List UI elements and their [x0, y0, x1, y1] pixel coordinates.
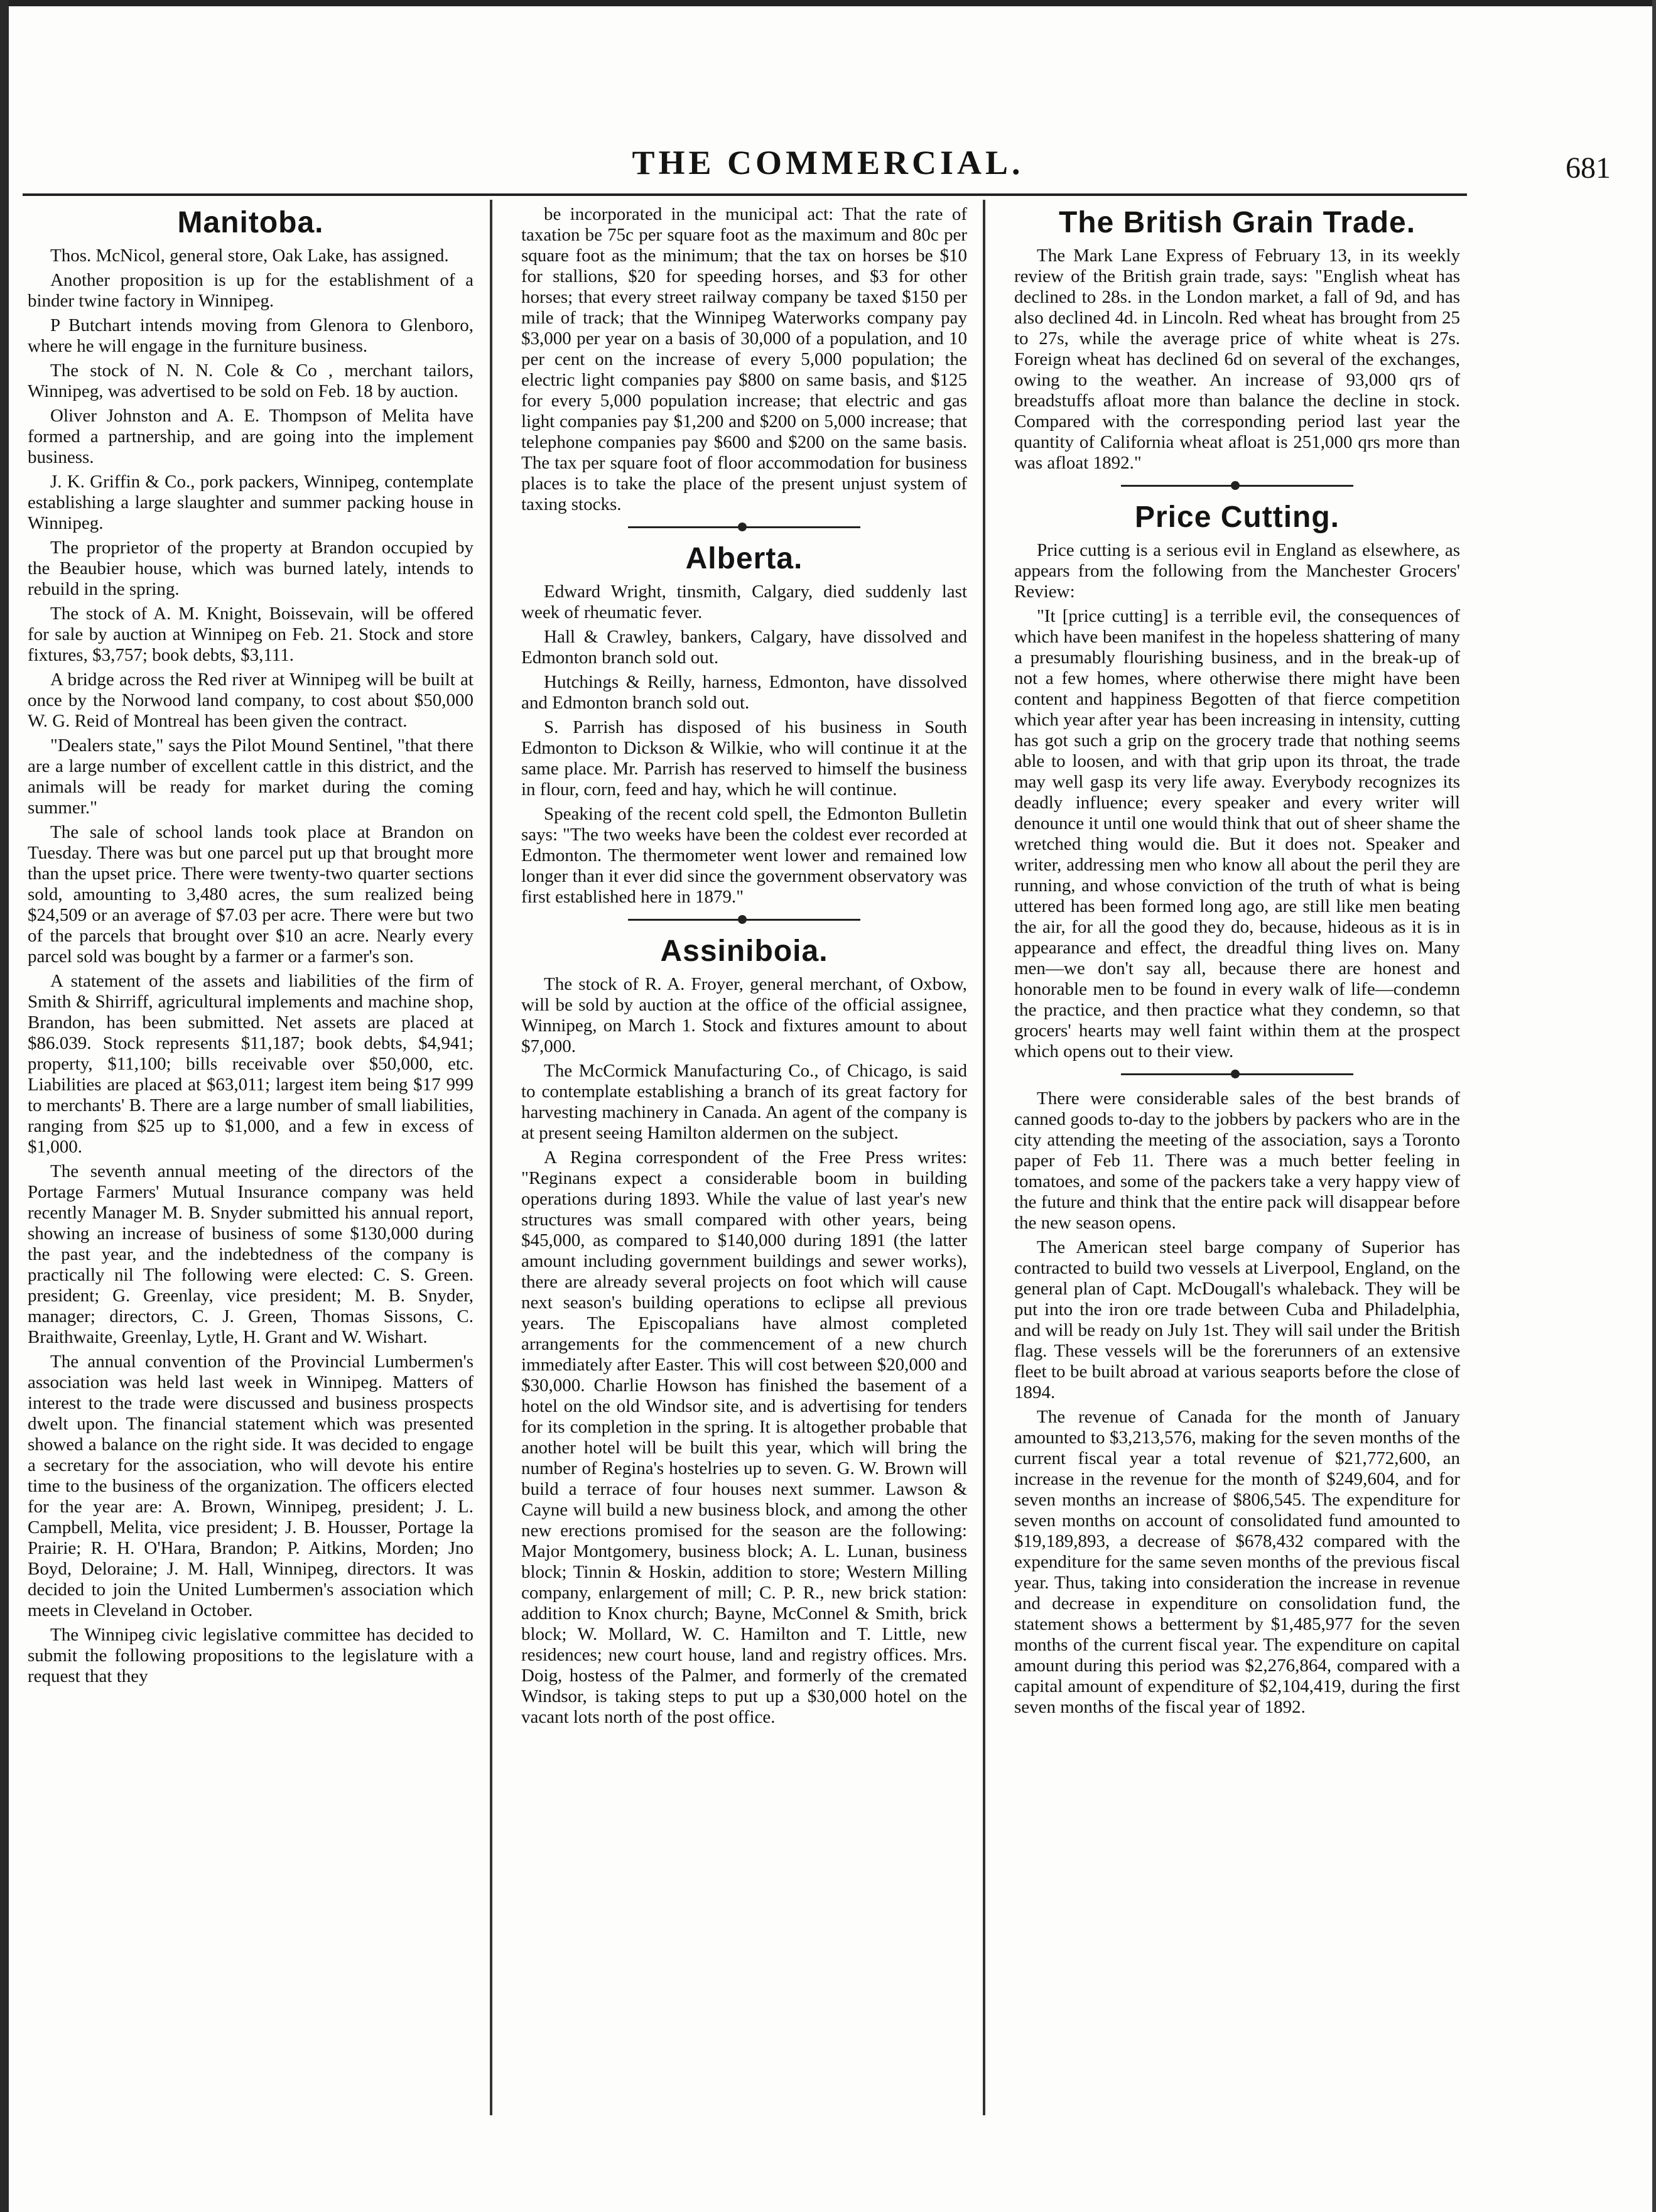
- article-paragraph: Hutchings & Reilly, harness, Edmonton, have dissolved and Edmonton branch sold out.: [521, 672, 967, 713]
- page-number: 681: [1566, 151, 1611, 185]
- section-heading: Assiniboia.: [660, 935, 828, 968]
- column-divider: [490, 200, 492, 2115]
- article-paragraph: Oliver Johnston and A. E. Thompson of Melita have formed a partnership, and are going into the implement business.: [28, 406, 474, 467]
- section-heading: Price Cutting.: [1134, 501, 1340, 534]
- article-paragraph: Price cutting is a serious evil in England as elsewhere, as appears from the following from the Manchester Grocers' Review:: [1014, 540, 1460, 602]
- ornamental-divider: [521, 916, 967, 923]
- masthead-title: THE COMMERCIAL.: [632, 144, 1024, 182]
- article-paragraph: The stock of R. A. Froyer, general merchant, of Oxbow, will be sold by auction at the office of the official assignee, Winnipeg, on March 1. Stock and fixtures amount to about $7,000.: [521, 974, 967, 1056]
- section-heading: Alberta.: [685, 542, 803, 575]
- article-paragraph: Speaking of the recent cold spell, the Edmonton Bulletin says: "The two weeks have been the coldest ever recorded at Edmonton. The thermometer went lower and remained low longer than it ever did since the government observatory was first established here in 1879.": [521, 804, 967, 907]
- article-paragraph: S. Parrish has disposed of his business in South Edmonton to Dickson & Wilkie, who will continue it at the same place. Mr. Parrish has reserved to himself the business in flour, corn, feed and hay, which he will continue.: [521, 717, 967, 800]
- article-paragraph: Hall & Crawley, bankers, Calgary, have dissolved and Edmonton branch sold out.: [521, 627, 967, 668]
- article-paragraph: The seventh annual meeting of the directors of the Portage Farmers' Mutual Insurance company was held recently Manager M. B. Snyder submitted his annual report, showing an increase of business of some $130,000 during the past year, and the indebtedness of the company is practically nil The following were elected: C. S. Green. president; G. Greenlay, vice president; M. B. Snyder, manager; directors, C. J. Green, Thomas Sissons, C. Braithwaite, Greenlay, Lytle, H. Grant and W. Wishart.: [28, 1161, 474, 1347]
- column-2: [521, 204, 967, 1732]
- article-paragraph: The McCormick Manufacturing Co., of Chicago, is said to contemplate establishing a branch of its great factory for harvesting machinery in Canada. An agent of the company is at present seeing Hamilton aldermen on the subject.: [521, 1061, 967, 1143]
- article-paragraph: "Dealers state," says the Pilot Mound Sentinel, "that there are a large number of excellent cattle in this district, and the animals will be ready for market during the coming summer.": [28, 735, 474, 818]
- article-paragraph: The stock of A. M. Knight, Boissevain, will be offered for sale by auction at Winnipeg on Feb. 21. Stock and store fixtures, $3,757; book debts, $3,111.: [28, 604, 474, 665]
- column-divider: [983, 200, 985, 2115]
- right-scan-edge: [1652, 0, 1656, 2212]
- article-paragraph: P Butchart intends moving from Glenora to Glenboro, where he will engage in the furniture business.: [28, 315, 474, 356]
- article-paragraph: The proprietor of the property at Brandon occupied by the Beaubier house, which was burned lately, intends to rebuild in the spring.: [28, 538, 474, 599]
- top-border: [0, 0, 1656, 6]
- article-paragraph: The revenue of Canada for the month of January amounted to $3,213,576, making for the seven months of the current fiscal year a total revenue of $21,772,600, an increase in the revenue for the month of $249,604, and for seven months an increase of $806,545. The expenditure for seven months on account of consolidated fund amounted to $19,189,893, a decrease of $678,432 compared with the expenditure for the same seven months of the previous fiscal year. Thus, taking into consideration the increase in revenue and decrease in expenditure on consolidation fund, the statement shows a betterment by $1,485,977 for the seven months of the current fiscal year. The expenditure on capital amount during this period was $2,276,864, compared with a capital amount of expenditure of $2,104,419, during the first seven months of the fiscal year of 1892.: [1014, 1407, 1460, 1717]
- ornamental-divider: [1014, 1071, 1460, 1077]
- section-heading: The British Grain Trade.: [1058, 206, 1416, 239]
- article-paragraph: The American steel barge company of Superior has contracted to build two vessels at Liverpool, England, on the general plan of Capt. McDougall's whaleback. They will be put into the iron ore trade between Cuba and Philadelphia, and will be ready on July 1st. They will sail under the British flag. These vessels will be the forerunners of an extensive fleet to be built abroad at various seaports before the close of 1894.: [1014, 1237, 1460, 1402]
- left-scan-edge: [0, 0, 9, 2212]
- article-paragraph: The Mark Lane Express of February 13, in its weekly review of the British grain trade, says: "English wheat has declined to 28s. in the London market, a fall of 9d, and has also declined 4d. in Lincoln. Red wheat has brought from 25 to 27s, while the average price of white wheat is 27s. Foreign wheat has declined 6d on several of the exchanges, owing to the weather. An increase of 93,000 qrs of breadstuffs afloat more than balance the decline in stock. Compared with the corresponding period last year the quantity of California wheat afloat is 251,000 qrs more than was afloat 1892.": [1014, 246, 1460, 473]
- article-paragraph: The sale of school lands took place at Brandon on Tuesday. There was but one parcel put up that brought more than the upset price. There were twenty-two quarter sections sold, amounting to 3,480 acres, the sum realized being $24,509 or an average of $7.03 per acre. There were but two of the parcels that brought over $10 an acre. Nearly every parcel sold was bought by a farmer or a farmer's son.: [28, 822, 474, 967]
- article-paragraph: A Regina correspondent of the Free Press writes: "Reginans expect a considerable boom in building operations during 1893. While the value of last year's new structures was small compared with other years, being $45,000, as compared to $140,000 during 1891 (the latter amount including government buildings and sewer works), there are already several projects on foot which will cause next season's building operations to eclipse all previous years. The Episcopalians have almost completed arrangements for the commencement of a new church immediately after Easter. This will cost between $20,000 and $30,000. Charlie Howson has finished the basement of a hotel on the old Windsor site, and is advertising for tenders for its completion in the spring. It is altogether probable that another hotel will be built this year, which will bring the number of Regina's hostelries up to seven. G. W. Brown will build a terrace of four houses next summer. Lawson & Cayne will build a new business block, and among the other new erections promised for the season are the following: Major Montgomery, business block; A. L. Lunan, business block; Tinnin & Hoskin, addition to store; Western Milling company, enlargement of mill; C. P. R., new brick station: addition to Knox church; Bayne, McConnel & Smith, brick block; W. Mollard, W. C. Hamilton and T. Little, new residences; new court house, land and registry offices. Mrs. Doig, hostess of the Palmer, and formerly of the cremated Windsor, is taking steps to put up a $30,000 hotel on the vacant lots north of the post office.: [521, 1147, 967, 1727]
- article-paragraph: J. K. Griffin & Co., pork packers, Winnipeg, contemplate establishing a large slaughter and summer packing house in Winnipeg.: [28, 472, 474, 533]
- column-3: [1014, 204, 1460, 1721]
- masthead-rule: [23, 193, 1467, 196]
- article-paragraph: "It [price cutting] is a terrible evil, the consequences of which have been manifest in the hopeless shattering of many a presumably flourishing business, and in the break-up of not a few homes, where otherwise there might have been content and happiness Begotten of that fierce competition which year after year has been increasing in intensity, cutting has got such a grip on the grocery trade that nothing seems able to loosen, and with that grip upon its throat, the trade may well gasp its very life away. Everybody recognizes its deadly influence; every speaker and every writer will denounce it until one would think that out of sheer shame the wretched thing would die. But it does not. Speaker and writer, addressing men who know all about the peril they are running, and whose conviction of the truth of what is being uttered has been formed long ago, are still like men beating the air, for all the good they do, because, hideous as it is in appearance and effect, the dreadful thing lives on. Many men—we don't say all, because there are honest and honorable men to be found in every walk of life—condemn the practice, and then practice what they condemn, so that grocers' hearts may well faint within them at the prospect which opens out to their view.: [1014, 606, 1460, 1061]
- article-paragraph: The Winnipeg civic legislative committee has decided to submit the following propositions to the legislature with a request that they: [28, 1625, 474, 1686]
- section-heading: Manitoba.: [177, 206, 324, 239]
- ornamental-divider: [1014, 482, 1460, 489]
- ornamental-divider: [521, 524, 967, 530]
- article-paragraph: A bridge across the Red river at Winnipeg will be built at once by the Norwood land company, to cost about $50,000 W. G. Reid of Montreal has been given the contract.: [28, 670, 474, 731]
- article-paragraph: The annual convention of the Provincial Lumbermen's association was held last week in Winnipeg. Matters of interest to the trade were discussed and business prospects dwelt upon. The financial statement which was presented showed a balance on the right side. It was decided to engage a secretary for the association, who will devote his entire time to the business of the organization. The officers elected for the year are: A. Brown, Winnipeg, president; J. L. Campbell, Melita, vice president; J. B. Housser, Portage la Prairie; R. H. O'Hara, Brandon; P. Aitkins, Morden; Jno Boyd, Deloraine; J. M. Hall, Winnipeg, directors. It was decided to join the United Lumbermen's association which meets in Cleveland in October.: [28, 1352, 474, 1620]
- article-paragraph: Another proposition is up for the establishment of a binder twine factory in Winnipeg.: [28, 270, 474, 311]
- article-paragraph: be incorporated in the municipal act: That the rate of taxation be 75c per square foot as the maximum and 80c per square foot as the minimum; that the tax on horses be $10 for stallions, $20 for speeding horses, and $3 for other horses; that every street railway company be taxed $150 per mile of track; that the Winnipeg Waterworks company pay $3,000 per year on a basis of 30,000 of a population, and 10 per cent on the increase of every 5,000 population; the electric light companies pay $800 on same basis, and $125 for every 5,000 population increase; that electric and gas light companies pay $1,200 and $200 on 5,000 increase; that telephone companies pay $600 and $200 on the same basis. The tax per square foot of floor accommodation for business places is to take the place of the present unjust system of taxing stocks.: [521, 204, 967, 514]
- article-paragraph: The stock of N. N. Cole & Co , merchant tailors, Winnipeg, was advertised to be sold on Feb. 18 by auction.: [28, 361, 474, 401]
- article-paragraph: There were considerable sales of the best brands of canned goods to-day to the jobbers by packers who are in the city attending the meeting of the association, says a Toronto paper of Feb 11. There was a much better feeling in tomatoes, and some of the packers take a very happy view of the future and think that the entire pack will disappear before the new season opens.: [1014, 1088, 1460, 1233]
- article-paragraph: A statement of the assets and liabilities of the firm of Smith & Shirriff, agricultural implements and machine shop, Brandon, has been submitted. Net assets are placed at $86.039. Stock represents $11,187; book debts, $4,941; property, $11,100; bills receivable over $50,000, etc. Liabilities are placed at $63,011; largest item being $17 999 to merchants' B. There are a large number of small liabilities, ranging from $25 up to $1,000, and a few in excess of $1,000.: [28, 971, 474, 1157]
- article-paragraph: Thos. McNicol, general store, Oak Lake, has assigned.: [50, 246, 449, 266]
- article-paragraph: Edward Wright, tinsmith, Calgary, died suddenly last week of rheumatic fever.: [521, 582, 967, 622]
- column-1: [28, 204, 474, 1691]
